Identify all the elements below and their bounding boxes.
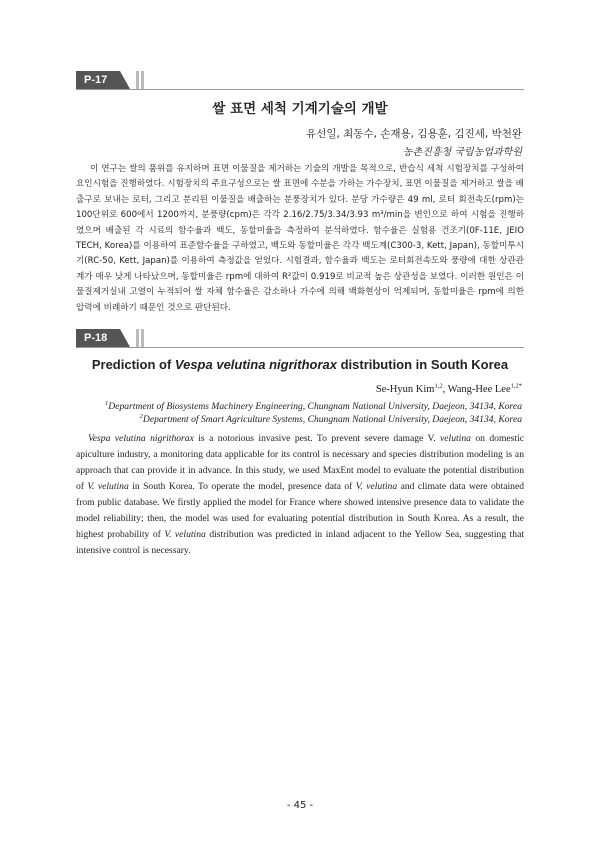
tag-stripe-decoration [136,71,139,89]
section-tag-p17 [76,71,120,89]
title-species-name: Vespa velutina nigrithorax [174,357,337,372]
author-list-p18 [376,384,522,395]
section-tag-label: P-18 [84,332,108,344]
author-list-p17: 유선일, 최동수, 손재용, 김용훈, 김진세, 박천완 [306,128,522,140]
abstract-p18 [76,431,524,559]
tag-stripe-decoration [141,71,144,89]
abstract-species-name: velutina [440,433,471,444]
affiliation-p17: 농촌진흥청 국립농업과학원 [402,147,522,158]
affil-sup: 1 [105,399,109,407]
author-affil-sup: 1,2 [434,382,443,390]
abstract-species-name: V. velutina [87,481,129,492]
affil-text: Department of Smart Agriculture Systems, Chungnam National University, Daejeon, 34134, Korea [142,414,522,425]
author-name: Wang-Hee Lee [447,384,511,395]
author-name: Se-Hyun Kim [375,384,435,395]
abstract-text: is a notorious invasive pest. To prevent severe damage V. [193,433,441,444]
abstract-text: distribution was predicted in inland adjacent to the Yellow Sea, suggesting that intensive control is necessary. [76,529,525,556]
abstract-text: and climate data were obtained from public database. We firstly applied the model for France where showed intensive presence data to validate the model reliability; then, the model was used for evaluating potential distribution in South Korea. As a result, the highest probability of [76,481,525,540]
section-tag-p18 [76,329,120,347]
author-affil-sup: 1,2* [510,382,522,390]
abstract-text: on domestic apiculture industry, a monitoring data applicable for its control is necessary and species distribution modeling is an approach that can provide it in advance. In this study, we used MaxEnt model to evaluate the potential distribution of [76,433,525,492]
abstract-species-name: V. velutina [355,481,398,492]
paper-title-p18 [76,357,524,372]
abstract-species-name: Vespa velutina nigrithorax [88,433,194,444]
section-tag-label: P-17 [84,74,108,86]
abstract-p17: 이 연구는 쌀의 품위를 유지하며 표면 이물질을 제거하는 기술의 개발을 목적으로, 반습식 세척 시험장치를 구성하여 요인시험을 진행하였다. 시험장치의 주요구성으로는 쌀 표면에 수분을 가하는 가수장치, 표면 이물질을 제거하고 쌀을 배출구로 보내는 로터, 그리고 분리된 이물질을 배출하는 분풍장치가 있다. 분당 가수량은 49 ml, 로터 회전속도(rpm)는 100단위로 600에서 1200까지, 분풍량(cpm)은 각각 2.16/2.75/3.34/3.93 m³/min을 변인으로 하여 시험을 진행하였으며 배출된 각 시료의 함수율과 백도, 동할미율을 측정하여 분석하였다. 함수율은 실험용 건조기(0F-11E, JEIO TECH, Korea)를 이용하여 표준함수율을 구하였고, 백도와 동할미율은 각각 백도계(C300-3, Kett, Japan), 동할미투시기(RC-50, Kett, Japan)를 이용하여 측정값을 얻었다. 시험결과, 함수율과 백도는 로터회전속도와 풍량에 대한 상관관계가 매우 낮게 나타났으며, 동할미율은 rpm에 대하여 R²값이 0.919로 비교적 높은 상관성을 보였다. 이러한 원인은 이물질제거실내 고열이 누적되어 쌀 자체 함수율은 감소하나 가수에 의해 백화현상이 억제되며, 동할미율은 rpm에 의한 압력에 비례하기 때문인 것으로 판단된다. [76,164,524,313]
affil-text: Department of Biosystems Machinery Engineering, Chungnam National University, Daejeon, 34134, Korea [108,401,522,412]
affiliation-2 [140,414,522,425]
author-separator: , [442,384,448,395]
affil-sup: 2 [139,412,143,420]
section-divider [76,89,524,90]
affiliation-1 [105,401,522,412]
title-text: Prediction of [91,357,175,372]
tag-stripe-decoration [141,329,144,347]
abstract-text: in South Korea. To operate the model, presence data of [128,481,356,492]
tag-stripe-decoration [136,329,139,347]
paper-title-p17: 쌀 표면 세척 기계기술의 개발 [212,101,388,117]
abstract-species-name: V. velutina [164,529,206,540]
page-number: - 45 - [286,800,314,811]
title-text: distribution in South Korea [336,357,509,372]
section-divider [76,347,524,348]
